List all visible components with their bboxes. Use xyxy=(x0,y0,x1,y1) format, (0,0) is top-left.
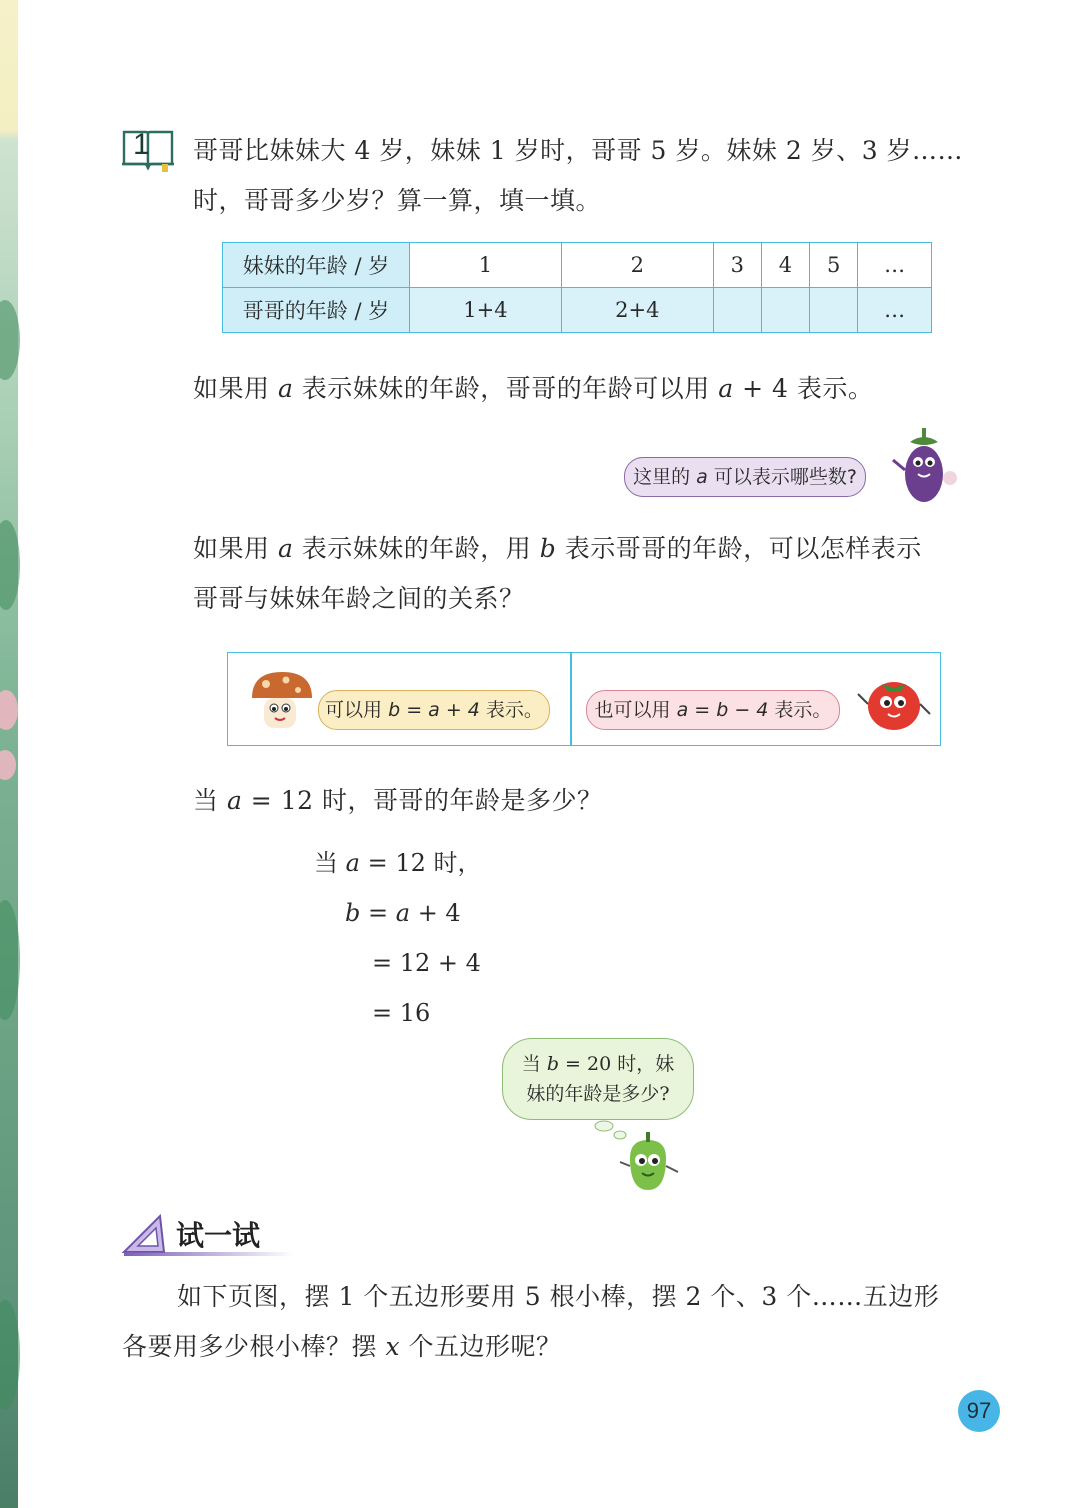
table-cell: 2 xyxy=(561,243,713,288)
eggplant-character-icon xyxy=(888,422,964,508)
table-row xyxy=(223,288,932,333)
age-table xyxy=(222,242,932,333)
table-cell: 5 xyxy=(810,243,858,288)
mushroom-character-icon xyxy=(246,668,312,736)
table-cell: … xyxy=(858,288,932,333)
table-row xyxy=(223,243,932,288)
table-cell: 1+4 xyxy=(410,288,562,333)
try-line-2: 各要用多少根小棒？摆 x 个五边形呢？ xyxy=(122,1332,562,1361)
problem-line-1: 哥哥比妹妹大 4 岁，妹妹 1 岁时，哥哥 5 岁。妹妹 2 岁、3 岁…… xyxy=(193,136,964,165)
represent-sentence: 如果用 a 表示妹妹的年龄，哥哥的年龄可以用 a + 4 表示。 xyxy=(193,374,874,403)
question-3: 当 a = 12 时，哥哥的年龄是多少？ xyxy=(193,786,603,815)
question-2-line-1: 如果用 a 表示妹妹的年龄，用 b 表示哥哥的年龄，可以怎样表示 xyxy=(193,534,922,563)
solution-line-1: 当 a = 12 时， xyxy=(314,849,482,877)
table-row-header: 哥哥的年龄 / 岁 xyxy=(223,288,410,333)
table-row-header: 妹妹的年龄 / 岁 xyxy=(223,243,410,288)
table-cell: 4 xyxy=(761,243,809,288)
table-cell: 3 xyxy=(713,243,761,288)
side-decoration xyxy=(0,0,18,1508)
frame-divider xyxy=(570,653,572,745)
table-cell-blank xyxy=(713,288,761,333)
question-2-line-2: 哥哥与妹妹年龄之间的关系？ xyxy=(193,584,525,613)
solution-line-3: = 12 + 4 xyxy=(372,949,481,977)
solution-line-2: b = a + 4 xyxy=(345,899,461,927)
solution-line-4: = 16 xyxy=(372,999,431,1027)
problem-line-2: 时，哥哥多少岁？算一算，填一填。 xyxy=(193,186,602,215)
section-title-underline xyxy=(124,1252,294,1256)
page-number: 97 xyxy=(958,1390,1000,1432)
tomato-character-icon xyxy=(852,670,938,738)
table-cell: … xyxy=(858,243,932,288)
try-line-1: 如下页图，摆 1 个五边形要用 5 根小棒，摆 2 个、3 个……五边形 xyxy=(177,1282,940,1311)
table-cell: 2+4 xyxy=(561,288,713,333)
section-title: 试一试 xyxy=(176,1219,261,1252)
mushroom-speech-bubble: 可以用 b = a + 4 表示。 xyxy=(318,690,550,730)
table-cell: 1 xyxy=(410,243,562,288)
table-cell-blank xyxy=(810,288,858,333)
eggplant-speech-bubble: 这里的 a 可以表示哪些数? xyxy=(624,457,866,497)
table-cell-blank xyxy=(761,288,809,333)
pepper-character-icon xyxy=(592,1118,700,1202)
pepper-thought-cloud: 当 b = 20 时，妹 妹的年龄是多少? xyxy=(502,1038,694,1120)
problem-number: 1 xyxy=(133,128,150,161)
set-square-icon xyxy=(120,1212,176,1256)
tomato-speech-bubble: 也可以用 a = b − 4 表示。 xyxy=(586,690,840,730)
